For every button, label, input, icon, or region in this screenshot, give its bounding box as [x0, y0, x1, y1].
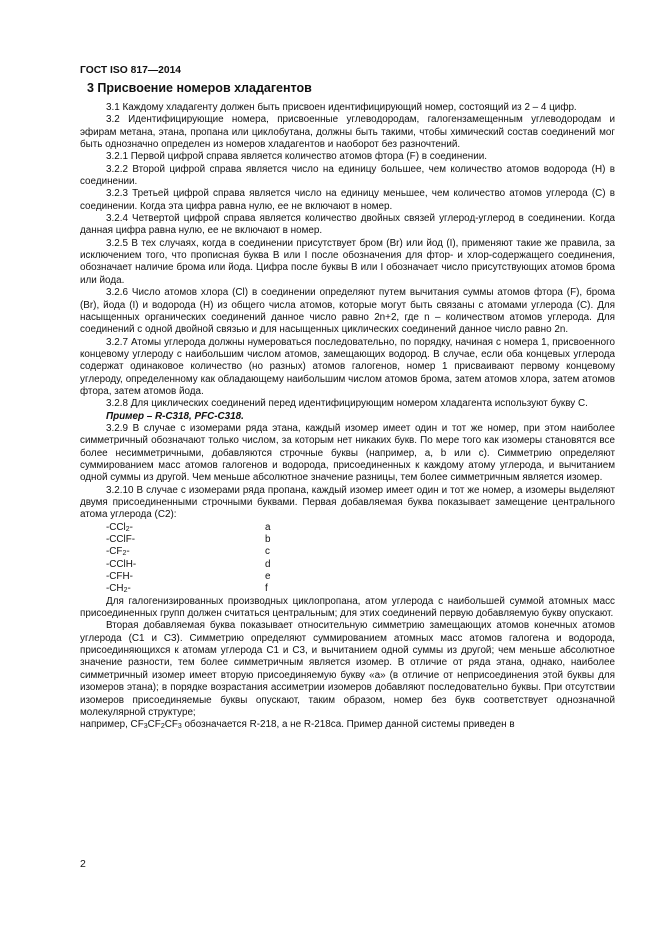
paragraph-3-2-1: 3.2.1 Первой цифрой справа является количество атомов фтора (F) в соединении.	[106, 151, 487, 163]
group-formula: -CFH-	[106, 571, 133, 583]
paragraph-3-2-2: 3.2.2 Второй цифрой справа является число на единицу большее, чем количество атомов водорода (H) в соединении.	[80, 163, 615, 188]
document-page	[80, 64, 615, 732]
group-letter: a	[265, 521, 271, 533]
paragraph-3-2-4: 3.2.4 Четвертой цифрой справа является количество двойных связей углерод-углерод в соединении. Когда данная цифра равна нулю, ее не включают в номер.	[80, 213, 615, 237]
group-formula: $-CF_2-$	[106, 546, 130, 558]
standard-header: ГОСТ ISO 817—2014	[80, 65, 182, 76]
paragraph-3-2-5: 3.2.5 В тех случаях, когда в соединении присутствует бром (Br) или йод (I), применяют такие же правила, за исключением того, что прописная буква B или I после обозначения для фтор- и хлор-содержащего соединения, обозначает наличие брома или йода. Цифра после буквы B или I обозначает число присутствующих атомов брома или йода.	[80, 237, 615, 286]
substitution-row	[80, 522, 615, 534]
group-letter: b	[265, 534, 271, 546]
group-letter: c	[265, 546, 270, 558]
page-number: 2	[80, 858, 86, 870]
paragraph-3-2-6: 3.2.6 Число атомов хлора (Cl) в соединении определяют путем вычитания суммы атомов фтора (F), брома (Br), йода (I) и водорода (H) из общего числа атомов, которые могут быть связаны с атомами углерода (C). Для насыщенных органических соединений данное число равно 2n+2, где n – количеством атомов углерода. Для соединений с одной двойной связью и для насыщенных циклических соединений данное число равно 2n.	[80, 287, 615, 336]
group-letter: f	[265, 583, 268, 595]
group-formula: $-CH_2-$	[106, 583, 131, 595]
paragraph-second-letter: Вторая добавляемая буква показывает относительную симметрию замещающих атомов конечных атомов углерода (C1 и C3). Симметрию определяют суммированием атомных масс атомов галогена и водорода, присоединяющихся к атомам углерода C1 и C3, и вычитанием одной суммы из другой; чем меньше абсолютное значение разности, тем более симметричным является изомер. В отличие от ряда этана, однако, наиболее симметричный изомер имеет вторую присоединяемую букву «a» (в отличие от неприсоединения этой буквы для изомеров этана); в порядке возрастания ассиметрии изомеров добавляют последовательно буквы. При отсутствии изомеров присоединяемые буквы опускают, таким образом, номер без букв соответствует однозначной молекулярной структуре;	[80, 620, 615, 718]
section-title: 3 Присвоение номеров хладагентов	[87, 81, 312, 95]
group-formula: -CCl$_2$-	[106, 521, 133, 533]
paragraph-cyclopropane: Для галогенизированных производных циклопропана, атом углерода с наибольшей суммой атомных масс присоединенных групп должен считаться центральным; для этих соединений первую добавляемую букву опускают.	[80, 595, 615, 620]
substitution-row	[80, 559, 615, 571]
group-letter: e	[265, 571, 271, 583]
group-formula: -CClH-	[106, 558, 137, 570]
example-line: Пример – R-C318, PFC-C318.	[106, 410, 244, 422]
substitution-row	[80, 571, 615, 583]
paragraph-3-2-9: 3.2.9 В случае с изомерами ряда этана, каждый изомер имеет один и тот же номер, при этом наиболее симметричный обозначают только числом, за которым нет никаких букв. По мере того как изомеры становятся все более несимметричными, добавляются строчные буквы (например, a, b или c). Симметрию определяют суммированием масс атомов галогенов и водорода, присоединенных к каждому атому углерода, и вычитанием одной суммы из другой. Чем меньше абсолютное значение разницы, тем более симметричным является изомер.	[80, 422, 615, 484]
paragraph-3-2-3: 3.2.3 Третьей цифрой справа является число на единицу меньшее, чем количество атомов углерода (C) в соединении. Когда эта цифра равна нулю, ее не включают в номер.	[80, 188, 615, 212]
paragraph-3-2-8: 3.2.8 Для циклических соединений перед идентифицирующим номером хладагента используют букву C.	[106, 398, 588, 410]
substitution-row	[80, 534, 615, 546]
group-formula: -CClF-	[106, 534, 136, 546]
paragraph-3-2-10: 3.2.10 В случае с изомерами ряда пропана, каждый изомер имеет один и тот же номер, а изомеры выделяют двумя присоединенными строчными буквами. Первая добавляемая буква показывает замещение центрального атома углерода (C2):	[80, 484, 615, 521]
substitution-table	[80, 522, 615, 596]
substitution-row	[80, 583, 615, 595]
paragraph-3-1: 3.1 Каждому хладагенту должен быть присвоен идентифицирующий номер, состоящий из 2 – 4 цифр.	[106, 102, 577, 113]
paragraph-example-formula: например, $CF_3CF_2CF_3$ обозначается R-218, а не R-218ca. Пример данной системы приведен в	[80, 719, 515, 731]
substitution-row	[80, 546, 615, 558]
paragraph-3-2: 3.2 Идентифицирующие номера, присвоенные углеводородам, галогензамещенным углеводородам и эфирам метана, этана, пропана или циклобутана, должны быть такими, чтобы химический состав соединений мог быть однозначно определен из номеров хладагентов и наоборот без разночтений.	[80, 114, 615, 151]
group-letter: d	[265, 558, 271, 570]
paragraph-3-2-7: 3.2.7 Атомы углерода должны нумероваться последовательно, по порядку, начиная с номера 1, присвоенного концевому углероду с наибольшим числом атомов, замещающих водород. В случае, если оба концевых углерода содержат одинаковое количество (но разных) атомов галогенов, номер 1 присваивают первому концевому углероду, определенному как обладающему наибольшим числом атомов брома, затем атомов хлора, затем атомов фтора, затем атомов йода.	[80, 336, 615, 397]
